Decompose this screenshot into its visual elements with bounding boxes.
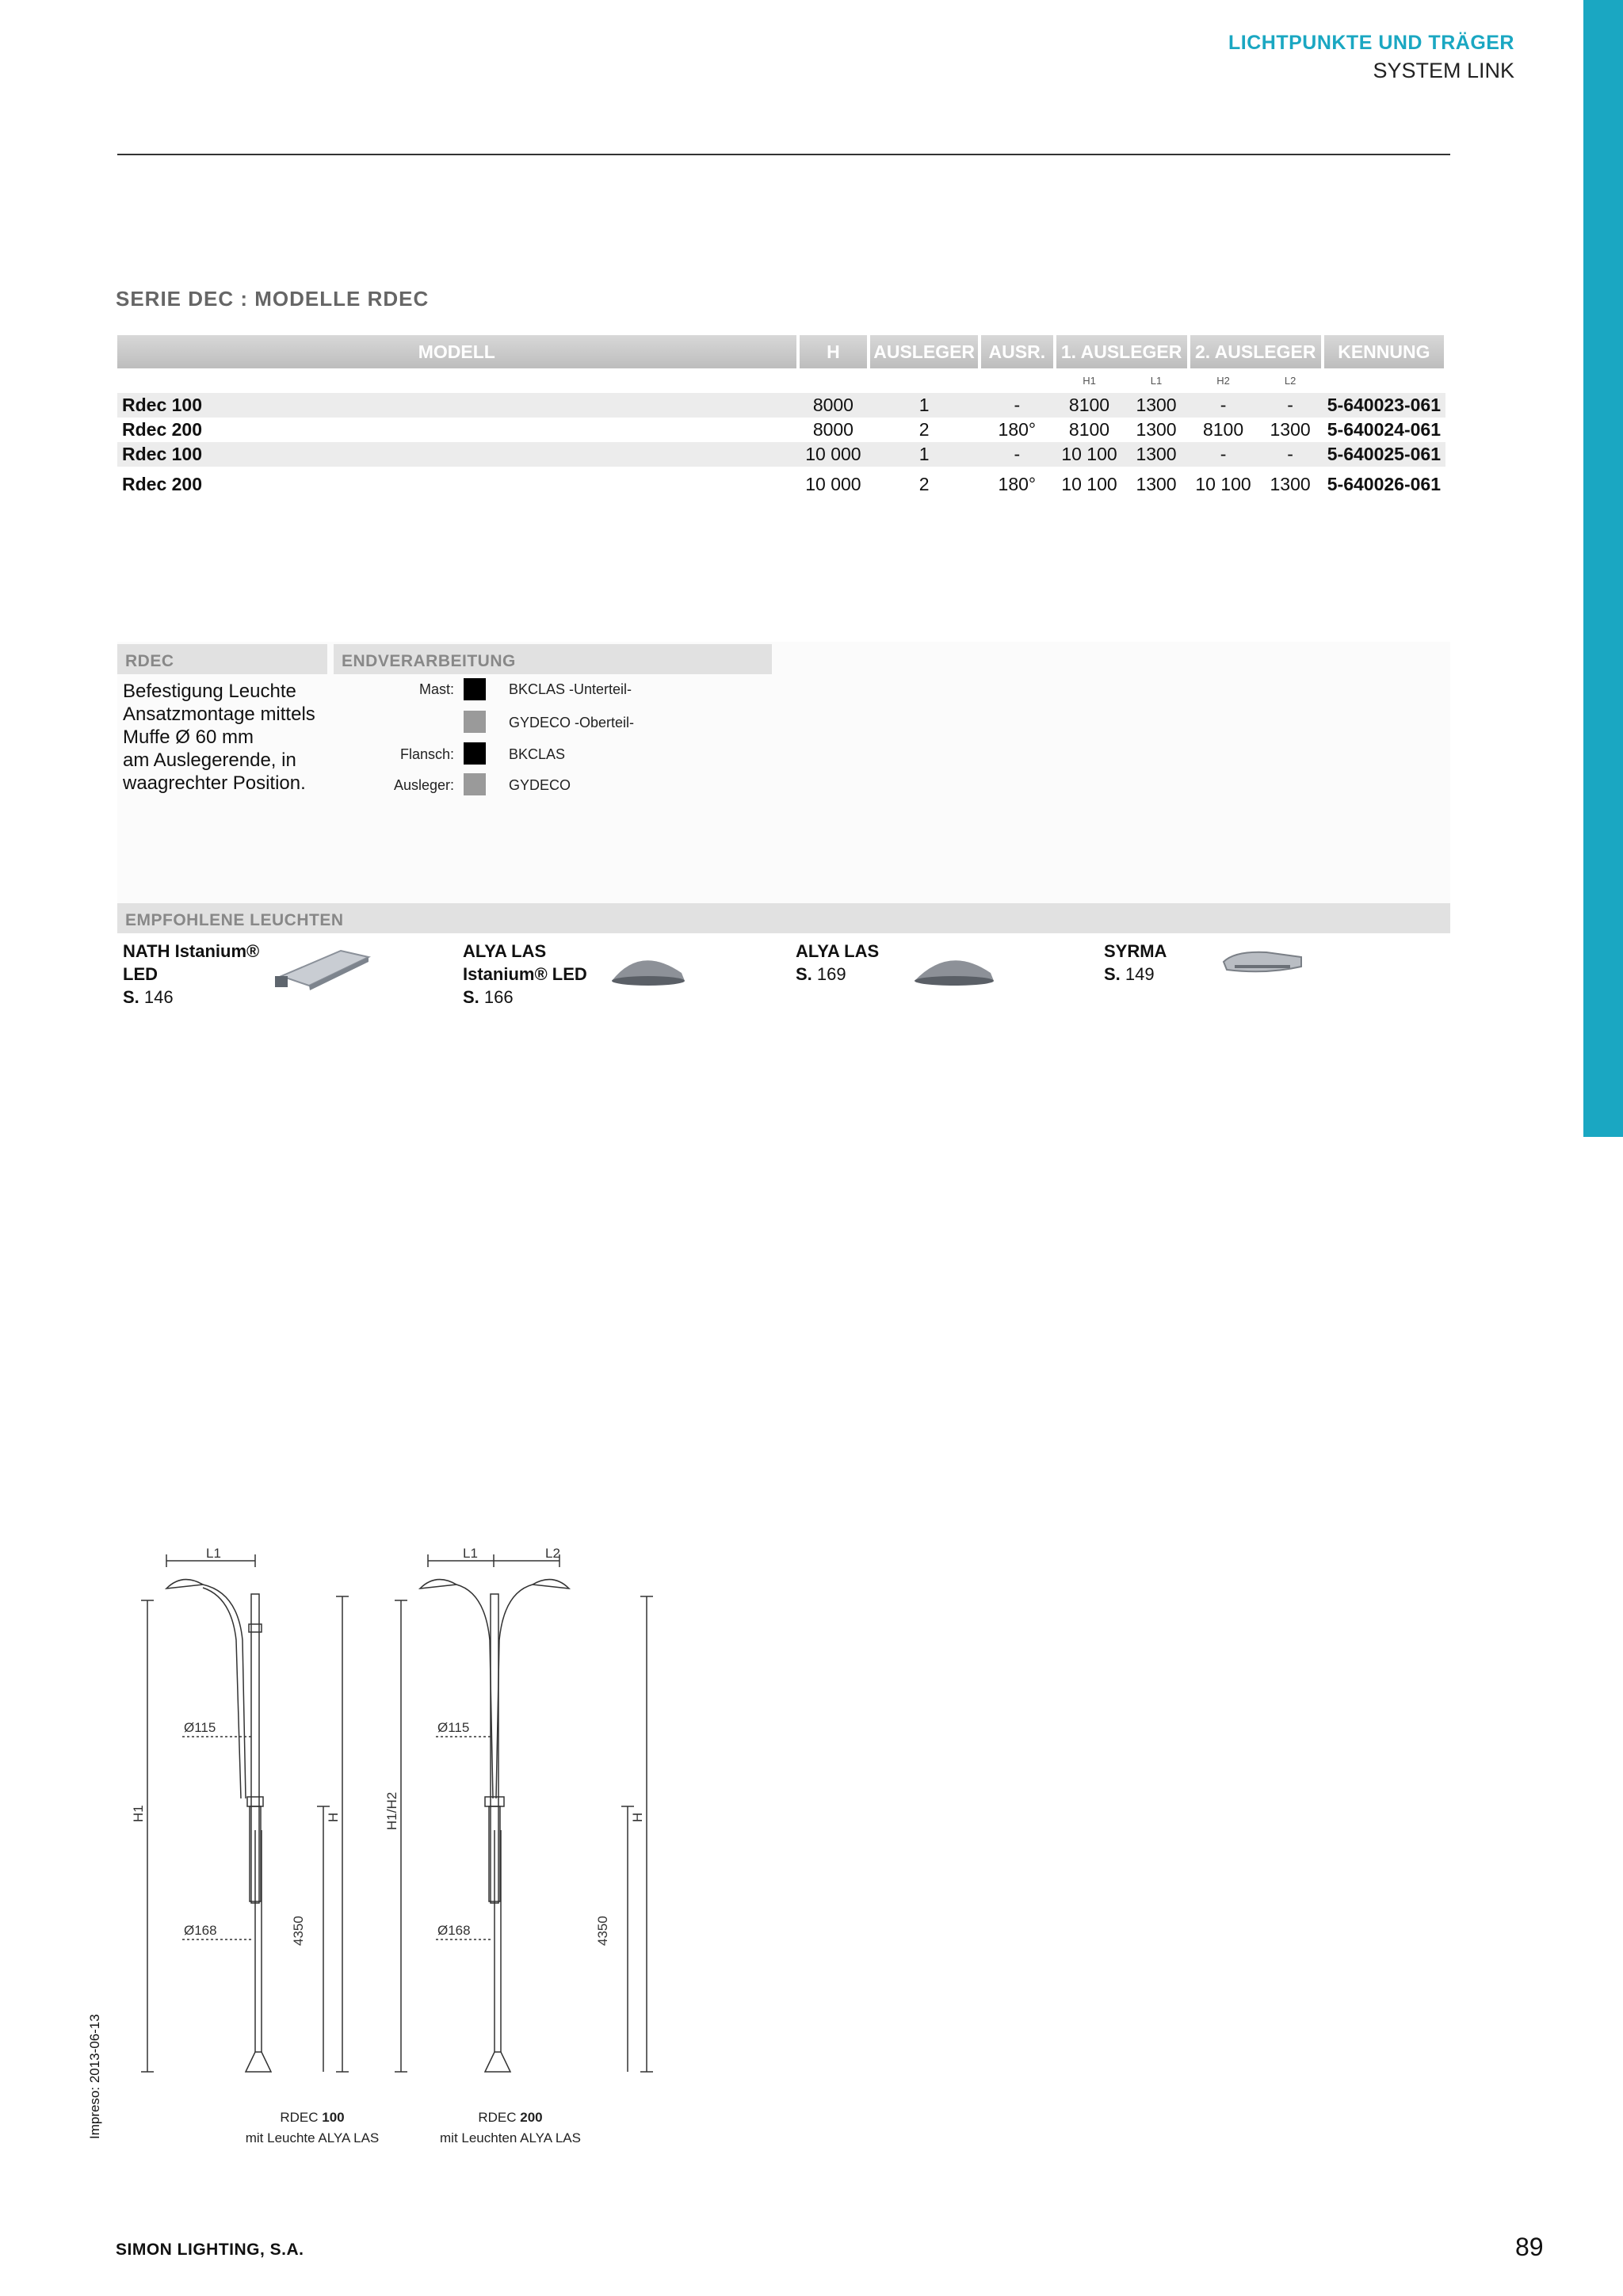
page-prefix: S.	[463, 987, 479, 1007]
col-header-ausr: AUSR.	[980, 335, 1055, 368]
finish-value: GYDECO -Oberteil-	[509, 715, 635, 730]
caption-model-prefix: RDEC	[478, 2110, 521, 2125]
cell-l1: 1300	[1136, 419, 1177, 440]
page-prefix: S.	[123, 987, 139, 1007]
caption-model-num: 100	[322, 2110, 345, 2125]
label-h: H	[326, 1812, 341, 1822]
finish-value: GYDECO	[509, 777, 571, 793]
label-h1h2: H1/H2	[384, 1791, 399, 1830]
page-prefix: S.	[796, 964, 812, 984]
dome-luminaire-icon	[911, 949, 999, 989]
desc-line: waagrechter Position.	[123, 772, 306, 794]
cell-ausr: -	[980, 442, 1055, 467]
drawing-caption	[209, 2107, 415, 2149]
desc-line: am Auslegerende, in	[123, 749, 296, 771]
cell-h: 10 000	[805, 473, 861, 494]
technical-drawings	[127, 1545, 666, 2084]
cell-h1: 10 100	[1055, 442, 1125, 467]
cell-h2: 10 100	[1195, 473, 1251, 494]
desc-line: Muffe Ø 60 mm	[123, 727, 254, 748]
drawing-rdec-200	[395, 1554, 653, 2072]
dome-luminaire-icon	[609, 949, 688, 989]
accent-sidebar	[1583, 0, 1623, 1137]
finish-value: BKCLAS -Unterteil-	[509, 681, 632, 697]
flat-luminaire-icon	[1219, 948, 1306, 979]
page-ref: 169	[812, 964, 846, 984]
label-d115: Ø115	[437, 1720, 470, 1735]
page-ref: 146	[139, 987, 174, 1007]
swatch-black	[464, 742, 486, 765]
page-ref: 149	[1120, 964, 1155, 984]
cell-ausr: -	[980, 393, 1055, 418]
table-row	[117, 467, 1445, 502]
cell-kennung: 5-640024-061	[1327, 419, 1441, 440]
cell-h: 10 000	[798, 442, 869, 467]
header-subtitle: SYSTEM LINK	[1373, 59, 1514, 82]
cell-l2: -	[1258, 442, 1322, 467]
drawing-caption	[407, 2107, 613, 2149]
label-l1: L1	[206, 1546, 221, 1561]
cell-h: 8000	[812, 419, 854, 440]
header-title: LICHTPUNKTE UND TRÄGER	[1228, 32, 1514, 54]
table-row	[117, 442, 1445, 467]
cell-h1: 8100	[1068, 419, 1110, 440]
cell-l2: 1300	[1270, 419, 1311, 440]
caption-sub: mit Leuchten ALYA LAS	[440, 2130, 581, 2145]
cell-model: Rdec 100	[117, 393, 798, 418]
label-l2: L2	[545, 1546, 560, 1561]
print-date: Impreso: 2013-06-13	[87, 2014, 102, 2139]
cell-model: Rdec 100	[117, 442, 798, 467]
luminaire-name: ALYA LAS	[796, 941, 880, 961]
desc-line: Befestigung Leuchte	[123, 681, 296, 702]
col-header-ausleger-2: 2. AUSLEGER	[1189, 335, 1323, 368]
col-header-kennung: KENNUNG	[1323, 335, 1445, 368]
luminaire-item	[1104, 940, 1167, 986]
swatch-gray	[464, 773, 486, 795]
cell-ausleger: 1	[869, 442, 980, 467]
cell-h2: 8100	[1202, 419, 1244, 440]
caption-model-num: 200	[520, 2110, 543, 2125]
label-4350: 4350	[595, 1916, 610, 1946]
subheader-h1: H1	[1083, 375, 1096, 387]
subheader-l1: L1	[1150, 375, 1163, 387]
cell-l1: 1300	[1124, 442, 1188, 467]
cell-ausr: 180°	[998, 473, 1037, 494]
finish-label-ausleger: Ausleger:	[393, 777, 454, 793]
cell-h: 8000	[798, 393, 869, 418]
cell-model: Rdec 200	[122, 473, 203, 494]
label-d115: Ø115	[184, 1720, 216, 1735]
finish-col1-header: RDEC	[117, 644, 327, 674]
cell-kennung: 5-640026-061	[1327, 473, 1441, 494]
cell-ausleger: 2	[918, 419, 930, 440]
luminaire-name-2: Istanium® LED	[463, 964, 587, 984]
page-ref: 166	[479, 987, 514, 1007]
header-rule	[117, 154, 1450, 155]
table-row	[117, 418, 1445, 442]
table-row	[117, 393, 1445, 418]
cell-h2: -	[1189, 442, 1258, 467]
luminaire-name: NATH Istanium®	[123, 941, 260, 961]
footer-company: SIMON LIGHTING, S.A.	[116, 2241, 304, 2259]
label-4350: 4350	[291, 1916, 306, 1946]
recommended-header: EMPFOHLENE LEUCHTEN	[117, 903, 1450, 933]
luminaire-item	[463, 940, 587, 1009]
cell-l1: 1300	[1124, 393, 1188, 418]
col-header-ausleger: AUSLEGER	[869, 335, 980, 368]
led-luminaire-icon	[273, 944, 375, 995]
drawing-rdec-100	[141, 1554, 349, 2072]
cell-model: Rdec 200	[122, 419, 203, 440]
cell-l1: 1300	[1136, 473, 1177, 494]
label-h1: H1	[131, 1805, 146, 1822]
swatch-gray	[464, 711, 486, 733]
finish-description	[123, 680, 315, 795]
luminaire-name: ALYA LAS	[463, 941, 547, 961]
finish-col2-header: ENDVERARBEITUNG	[334, 644, 772, 674]
cell-h1: 10 100	[1061, 473, 1117, 494]
finish-label-mast: Mast:	[418, 681, 454, 697]
subheader-h2: H2	[1216, 375, 1230, 387]
cell-h2: -	[1189, 393, 1258, 418]
luminaire-item	[796, 940, 879, 986]
finish-panel-bg	[117, 642, 1450, 908]
cell-ausleger: 1	[869, 393, 980, 418]
page-prefix: S.	[1104, 964, 1121, 984]
page-number: 89	[1515, 2233, 1544, 2261]
label-l1: L1	[463, 1546, 478, 1561]
col-header-ausleger-1: 1. AUSLEGER	[1055, 335, 1189, 368]
section-title: SERIE DEC : MODELLE RDEC	[116, 287, 430, 311]
luminaire-name-2: LED	[123, 964, 158, 984]
col-header-h: H	[798, 335, 869, 368]
model-table	[117, 335, 1447, 502]
luminaire-name: SYRMA	[1104, 941, 1167, 961]
finish-label-flansch: Flansch:	[399, 746, 454, 762]
subheader-l2: L2	[1284, 375, 1296, 387]
cell-l2: -	[1258, 393, 1322, 418]
cell-h1: 8100	[1055, 393, 1125, 418]
caption-sub: mit Leuchte ALYA LAS	[245, 2130, 380, 2145]
col-header-modell: MODELL	[117, 335, 798, 368]
cell-kennung: 5-640023-061	[1323, 393, 1445, 418]
caption-model-prefix: RDEC	[280, 2110, 323, 2125]
cell-kennung: 5-640025-061	[1323, 442, 1445, 467]
label-d168: Ø168	[437, 1923, 471, 1938]
swatch-black	[464, 678, 486, 700]
luminaire-item	[123, 940, 259, 1009]
cell-ausleger: 2	[918, 473, 930, 494]
finish-value: BKCLAS	[509, 746, 566, 762]
cell-ausr: 180°	[998, 419, 1037, 440]
label-d168: Ø168	[184, 1923, 217, 1938]
desc-line: Ansatzmontage mittels	[123, 704, 315, 725]
cell-l2: 1300	[1270, 473, 1311, 494]
label-h: H	[630, 1812, 645, 1822]
